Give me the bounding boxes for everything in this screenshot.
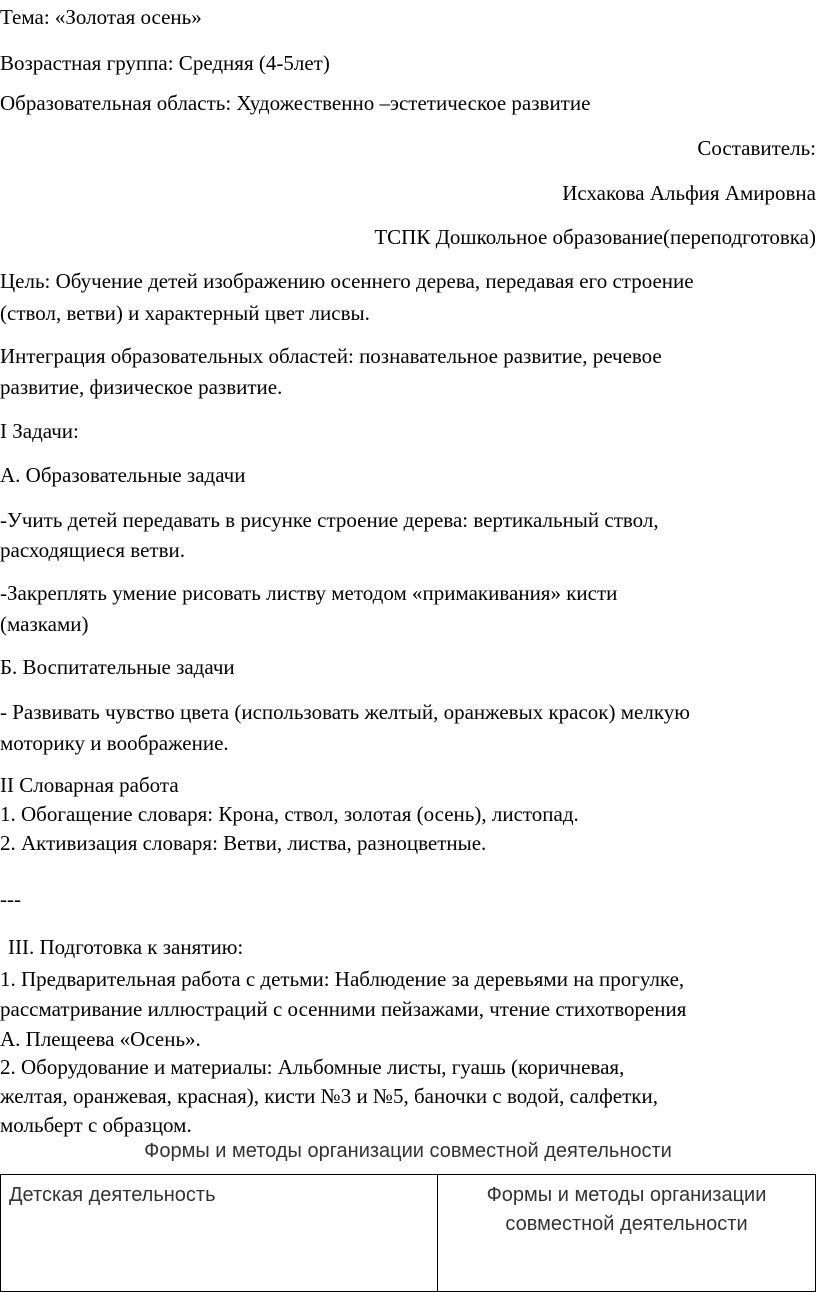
goal-line-1: Цель: Обучение детей изображению осеннего дерева, передавая его строение [0, 269, 694, 293]
preparation-item-2-line-1: 2. Оборудование и материалы: Альбомные листы, гуашь (коричневая, [0, 1055, 625, 1079]
separator: --- [0, 887, 21, 911]
upbringing-task-1-line-2: моторику и воображение. [0, 731, 229, 755]
educational-area-line: Образовательная область: Художественно –эстетическое развитие [0, 91, 591, 115]
educational-task-2-line-2: (мазками) [0, 612, 89, 636]
vocabulary-item-2: 2. Активизация словаря: Ветви, листва, разноцветные. [0, 831, 487, 855]
compiler-name: Исхакова Альфия Амировна [562, 181, 816, 205]
table-header-children-activity: Детская деятельность [1, 1175, 438, 1292]
upbringing-tasks-heading: Б. Воспитательные задачи [0, 655, 235, 679]
table-header-forms-methods [438, 1175, 816, 1292]
preparation-item-2-line-3: мольберт с образцом. [0, 1113, 192, 1137]
integration-line-2: развитие, физическое развитие. [0, 375, 283, 399]
goal-line-2: (ствол, ветви) и характерный цвет лисвы. [0, 301, 370, 325]
table-header-forms-methods-line-2: совместной деятельности [505, 1213, 748, 1235]
educational-task-1-line-1: -Учить детей передавать в рисунке строение дерева: вертикальный ствол, [0, 508, 659, 532]
preparation-item-1-line-3: А. Плещеева «Осень». [0, 1027, 201, 1051]
institution-line: ТСПК Дошкольное образование(переподготовка) [374, 225, 816, 249]
preparation-heading: III. Подготовка к занятию: [8, 935, 244, 959]
tasks-heading: I Задачи: [0, 419, 79, 443]
integration-line-1: Интеграция образовательных областей: познавательное развитие, речевое [0, 344, 662, 368]
vocabulary-item-1: 1. Обогащение словаря: Крона, ствол, золотая (осень), листопад. [0, 802, 579, 826]
topic-line: Тема: «Золотая осень» [0, 5, 202, 29]
forms-table [0, 1174, 816, 1292]
table-row [1, 1175, 816, 1292]
table-header-forms-methods-line-1: Формы и методы организации [486, 1184, 767, 1206]
preparation-item-1-line-1: 1. Предварительная работа с детьми: Наблюдение за деревьями на прогулке, [0, 967, 685, 991]
educational-task-1-line-2: расходящиеся ветви. [0, 538, 185, 562]
vocabulary-heading: II Словарная работа [0, 773, 179, 797]
preparation-item-2-line-2: желтая, оранжевая, красная), кисти №3 и №5, баночки с водой, салфетки, [0, 1084, 658, 1108]
preparation-item-1-line-2: рассматривание иллюстраций с осенними пейзажами, чтение стихотворения [0, 997, 687, 1021]
compiler-label: Составитель: [697, 136, 816, 160]
educational-task-2-line-1: -Закреплять умение рисовать листву методом «примакивания» кисти [0, 581, 618, 605]
age-group-line: Возрастная группа: Средняя (4-5лет) [0, 51, 330, 75]
forms-table-title: Формы и методы организации совместной деятельности [144, 1140, 672, 1162]
educational-tasks-heading: А. Образовательные задачи [0, 463, 246, 487]
upbringing-task-1-line-1: - Развивать чувство цвета (использовать желтый, оранжевых красок) мелкую [0, 700, 690, 724]
